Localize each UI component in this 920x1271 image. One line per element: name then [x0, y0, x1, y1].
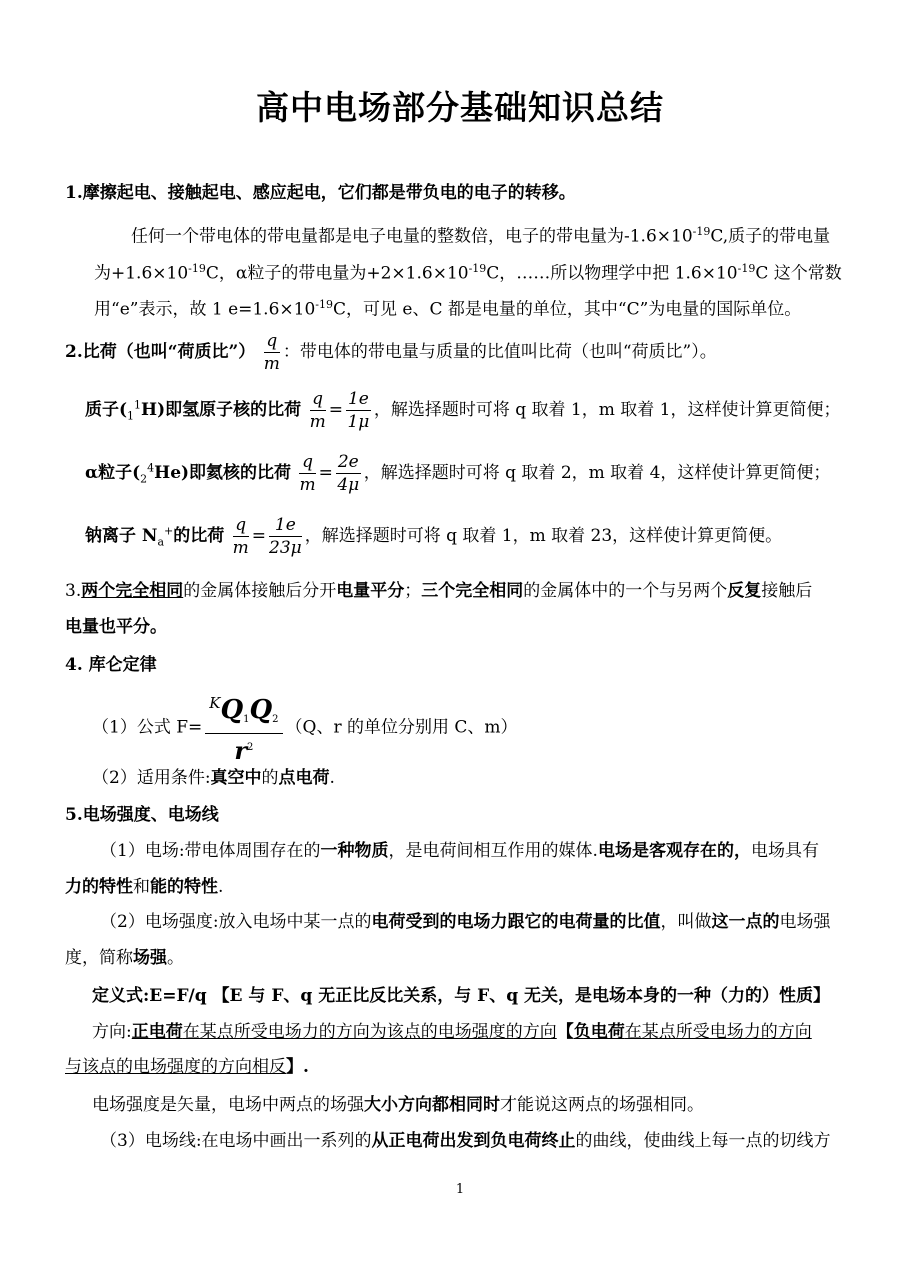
text: 【 [556, 1022, 574, 1042]
text: He)即氦核的比荷 [154, 463, 292, 483]
text: 从正电荷出发到负电荷终止 [371, 1131, 576, 1151]
text: ，叫做 [660, 912, 712, 932]
proton-line [85, 388, 840, 433]
denominator: m [299, 475, 316, 495]
subscript: 1 [243, 714, 250, 725]
text: ，是电荷间相互作用的媒体. [388, 841, 598, 861]
exponent: -19 [188, 262, 206, 275]
numerator: q [233, 514, 249, 537]
alpha-line [85, 451, 830, 496]
numerator: q [299, 451, 315, 474]
text: 电场具有 [750, 841, 819, 861]
text: 两个完全相同 [81, 581, 184, 601]
field-direction-line-2 [65, 1056, 309, 1078]
text: 负电荷 [573, 1022, 625, 1042]
text: 电荷受到的电场力跟它的电荷量的比值 [371, 912, 661, 932]
numerator: 1e [347, 389, 369, 409]
numerator: q [310, 388, 326, 411]
text: 的 [261, 768, 279, 788]
text: 任何一个带电体的带电量都是电子电量的整数倍，电子的带电量为-1.6×10 [131, 226, 693, 247]
text: 才能说这两点的场强相同。 [500, 1095, 704, 1115]
denominator: 4μ [337, 475, 360, 495]
numerator: q [264, 330, 280, 353]
numerator: 2e [337, 452, 359, 472]
exponent: -19 [737, 262, 756, 275]
text: 的金属体中的一个与另两个 [523, 581, 728, 601]
text: 3. [65, 581, 82, 601]
text: 的金属体接触后分开 [183, 581, 337, 601]
text: 电场是客观存在的， [597, 841, 751, 861]
section-5-line-2 [65, 876, 223, 898]
fraction [233, 514, 249, 559]
text: 场强 [133, 948, 167, 968]
text: （2）适用条件: [92, 768, 211, 788]
superscript: 1 [134, 398, 142, 412]
section-5-line-1 [100, 840, 819, 862]
definition-text: ：带电体的带电量与质量的比值叫比荷（也叫“荷质比”）。 [282, 342, 717, 362]
text: C，可见 e、C 都是电量的单位，其中“C”为电量的国际单位。 [333, 299, 802, 320]
text: 三个完全相同 [421, 581, 524, 601]
text: 真空中 [210, 768, 262, 788]
numerator: 1e [269, 514, 302, 537]
text: 为+1.6×10 [94, 263, 189, 284]
text: 度，简称 [65, 948, 133, 968]
section-1-para-line-3 [94, 294, 801, 321]
subscript: 2 [272, 714, 279, 725]
text: 电量平分 [336, 581, 405, 601]
equals: = [251, 526, 267, 546]
text: 的比荷 [173, 526, 225, 546]
text: 电场强 [779, 912, 831, 932]
fraction [269, 514, 302, 559]
coulomb-formula-line [92, 690, 518, 765]
field-vector-line [92, 1094, 704, 1116]
denominator: m [309, 412, 326, 432]
text: 方向: [92, 1022, 132, 1042]
superscript: 4 [147, 461, 155, 475]
section-4-heading: 4. 库仑定律 [65, 655, 157, 675]
coulomb-fraction [205, 690, 282, 765]
section-5-heading: 5.电场强度、电场线 [65, 805, 219, 825]
text: 的曲线，使曲线上每一点的切线方 [575, 1131, 831, 1151]
denominator: 1μ [347, 412, 370, 432]
text: C，……所以物理学中把 1.6×10 [486, 263, 738, 284]
text: ，解选择题时可将 q 取着 1，m 取着 1，这样使计算更简便； [373, 400, 841, 420]
field-definition-line: 定义式:E=F/q 【E 与 F、q 无正比反比关系，与 F、q 无关，是电场本身的一种（力的）性质】 [92, 986, 831, 1006]
text: 接触后 [761, 581, 813, 601]
subscript: 2 [140, 472, 148, 486]
text: 在某点所受电场力的方向为该点的电场强度的方向 [182, 1022, 557, 1042]
field-line-definition [100, 1130, 831, 1152]
fraction [299, 451, 315, 496]
text: 用“e”表示，故 1 e=1.6×10 [94, 299, 316, 320]
symbol-r: r [234, 736, 248, 765]
section-2-heading: 2.比荷（也叫“荷质比”） [65, 342, 256, 362]
symbol-K: K [209, 694, 221, 712]
text: 。 [167, 948, 184, 968]
text: C 这个常数 [755, 263, 842, 284]
text: （1）电场:带电体周围存在的 [100, 841, 321, 861]
numerator [205, 690, 282, 734]
exponent: -19 [315, 298, 334, 311]
denominator [205, 734, 282, 765]
superscript: + [164, 524, 174, 538]
text: C，α粒子的带电量为+2×1.6×10 [205, 263, 469, 284]
text: 大小方向都相同时 [364, 1095, 500, 1115]
text: 】. [286, 1057, 309, 1077]
text: 质子( [85, 400, 128, 420]
text: 和 [133, 877, 150, 897]
subscript: a [157, 535, 165, 549]
section-5-line-4 [65, 947, 184, 969]
text: ； [404, 581, 422, 601]
denominator: 23μ [269, 538, 302, 558]
section-2-heading-line [65, 330, 717, 375]
text: 点电荷 [278, 768, 330, 788]
text: α粒子( [85, 463, 141, 483]
equals: = [328, 400, 343, 420]
text: 能的特性 [150, 877, 218, 897]
text: 这一点的 [711, 912, 780, 932]
q-over-m-fraction [264, 330, 280, 375]
text: （Q、r 的单位分别用 C、m） [285, 717, 518, 738]
text: 在某点所受电场力的方向 [624, 1022, 812, 1042]
field-direction-line-1 [92, 1021, 812, 1043]
symbol-Q1: Q [220, 695, 244, 725]
text: H)即氢原子核的比荷 [141, 400, 302, 420]
denominator: m [232, 538, 249, 558]
section-5-line-3 [100, 911, 831, 933]
text: （2）电场强度:放入电场中某一点的 [100, 912, 372, 932]
page-number: 1 [455, 1182, 465, 1197]
text: （3）电场线:在电场中画出一系列的 [100, 1131, 372, 1151]
equals: = [318, 463, 333, 483]
section-1-para-line-1 [131, 221, 830, 248]
fraction [310, 388, 326, 433]
text: 力的特性 [65, 877, 133, 897]
text: （1）公式 F= [92, 717, 203, 738]
text: 与该点的电场强度的方向相反 [65, 1057, 286, 1077]
text: 一种物质 [320, 841, 389, 861]
page-title: 高中电场部分基础知识总结 [256, 88, 664, 127]
subscript: 1 [127, 409, 135, 423]
exponent: 2 [247, 742, 254, 753]
text: 正电荷 [131, 1022, 183, 1042]
sodium-line [85, 514, 782, 559]
text: ，解选择题时可将 q 取着 1，m 取着 23，这样使计算更简便。 [304, 526, 783, 546]
section-1-para-line-2 [94, 258, 842, 285]
text: . [218, 877, 224, 897]
denominator: m [263, 354, 280, 374]
section-3-line-2: 电量也平分。 [65, 617, 167, 637]
section-1-heading: 1.摩擦起电、接触起电、感应起电，它们都是带负电的电子的转移。 [65, 183, 576, 203]
text: 反复 [727, 581, 762, 601]
text: ，解选择题时可将 q 取着 2，m 取着 4，这样使计算更简便； [363, 463, 831, 483]
coulomb-condition-line [92, 767, 335, 789]
section-3-line-1 [65, 580, 812, 602]
exponent: -19 [692, 225, 711, 238]
text: C,质子的带电量 [710, 226, 831, 247]
exponent: -19 [468, 262, 487, 275]
symbol-Q2: Q [249, 695, 273, 725]
text: 电场强度是矢量，电场中两点的场强 [92, 1095, 364, 1115]
text: . [329, 768, 335, 788]
fraction [346, 388, 371, 433]
text: 钠离子 N [85, 526, 158, 546]
fraction [336, 451, 361, 496]
